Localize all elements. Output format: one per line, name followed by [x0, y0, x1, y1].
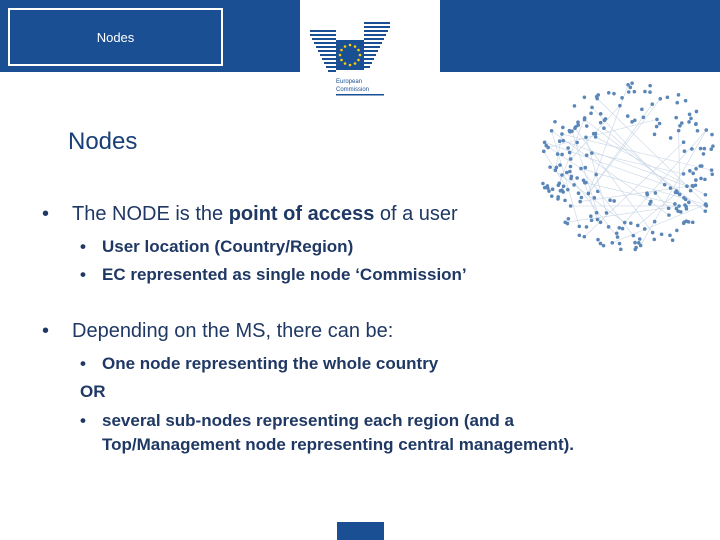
network-node [699, 177, 703, 181]
sub-bullet-ec-commission: • EC represented as single node ‘Commission’ [80, 265, 467, 284]
network-link [562, 134, 712, 170]
network-node [583, 116, 587, 120]
network-node [584, 135, 588, 139]
network-node [577, 191, 581, 195]
network-node [590, 219, 594, 223]
network-node [696, 129, 700, 133]
network-node [585, 154, 589, 158]
network-node [572, 183, 576, 187]
network-node [612, 199, 616, 203]
network-node [645, 193, 649, 197]
footer-box [337, 522, 384, 540]
network-node [688, 169, 692, 173]
network-node [569, 165, 573, 169]
network-node [677, 93, 681, 97]
network-node [675, 229, 679, 233]
network-link [575, 128, 653, 232]
network-node [604, 117, 608, 121]
network-node [658, 97, 662, 101]
network-node [599, 220, 603, 224]
network-graph-icon [535, 78, 715, 253]
network-node [593, 196, 597, 200]
network-node [642, 115, 646, 119]
network-node [653, 220, 657, 224]
sub-bullet-several-subnodes-cont: Top/Management node representing central management). [102, 435, 574, 454]
network-node [578, 233, 582, 237]
network-node [551, 187, 555, 191]
network-node [704, 202, 708, 206]
network-node [674, 116, 678, 120]
network-node [673, 202, 677, 206]
network-node [621, 227, 625, 231]
network-node [550, 194, 554, 198]
bullet-depending-ms: • Depending on the MS, there can be: [42, 320, 394, 342]
network-node [630, 81, 634, 85]
network-node [578, 200, 582, 204]
network-link [612, 205, 705, 243]
network-node [652, 238, 656, 242]
network-node [669, 136, 673, 140]
bullet-text-pre: The NODE is the [72, 203, 229, 225]
network-node [640, 108, 644, 112]
bullet-text-post: of a user [374, 203, 458, 225]
network-node [626, 114, 630, 118]
network-node [557, 181, 561, 185]
network-node [677, 129, 681, 133]
network-node [583, 181, 587, 185]
network-node [667, 206, 671, 210]
network-node [589, 214, 593, 218]
slide-title: Nodes [68, 128, 138, 155]
network-node [684, 99, 688, 103]
sub-bullet-user-location: • User location (Country/Region) [80, 237, 354, 256]
network-node [590, 151, 594, 155]
network-node [587, 192, 591, 196]
network-node [599, 242, 603, 246]
network-node [555, 166, 559, 170]
network-node [667, 213, 671, 217]
network-node [668, 233, 672, 237]
logo-text-commission: Commission [336, 87, 370, 93]
network-node [560, 153, 564, 157]
network-node [566, 188, 570, 192]
network-node [682, 140, 686, 144]
network-link [625, 130, 706, 222]
header-tab [8, 8, 223, 66]
network-node [585, 124, 589, 128]
network-link [641, 130, 707, 245]
network-node [583, 235, 587, 239]
network-node [562, 184, 566, 188]
network-node [568, 170, 572, 174]
network-node [643, 90, 647, 94]
network-node [590, 106, 594, 110]
network-node [682, 220, 686, 224]
network-node [550, 129, 554, 133]
network-node [704, 193, 708, 197]
network-node [616, 235, 620, 239]
network-node [578, 225, 582, 229]
network-node [638, 237, 642, 241]
network-node [546, 184, 550, 188]
network-node [560, 132, 564, 136]
network-node [685, 184, 689, 188]
network-node [689, 117, 693, 121]
network-node [558, 163, 562, 167]
network-link [581, 169, 633, 236]
network-link [638, 193, 677, 226]
network-node [607, 225, 611, 229]
network-node [573, 104, 577, 108]
network-node [583, 95, 587, 99]
network-node [617, 226, 621, 230]
network-node [694, 122, 698, 126]
network-node [691, 184, 695, 188]
network-node [547, 189, 551, 193]
network-node [605, 211, 609, 215]
network-node [694, 178, 698, 182]
network-node [569, 177, 573, 181]
network-node [637, 241, 641, 245]
network-node [709, 147, 713, 151]
network-node [548, 165, 552, 169]
network-node [596, 190, 600, 194]
network-node [556, 197, 560, 201]
sub-bullet-one-node: • One node representing the whole country [80, 354, 439, 373]
network-node [561, 126, 565, 130]
network-node [636, 224, 640, 228]
network-node [556, 152, 560, 156]
network-node [687, 201, 691, 205]
network-node [592, 132, 596, 136]
network-node [677, 204, 681, 208]
network-node [565, 171, 569, 175]
network-node [684, 205, 688, 209]
network-node [690, 147, 694, 151]
network-node [648, 84, 652, 88]
network-node [649, 200, 653, 204]
network-node [594, 135, 598, 139]
network-node [596, 238, 600, 242]
network-node [703, 147, 707, 151]
network-node [633, 248, 637, 252]
network-node [675, 189, 679, 193]
network-node [585, 225, 589, 229]
network-node [648, 90, 652, 94]
network-node [678, 124, 682, 128]
network-node [655, 125, 659, 129]
network-node [595, 211, 599, 215]
network-node [575, 176, 579, 180]
network-node [599, 121, 603, 125]
network-node [643, 227, 647, 231]
network-node [695, 110, 699, 114]
network-node [569, 204, 573, 208]
network-node [544, 144, 548, 148]
network-node [633, 241, 637, 245]
network-node [567, 217, 571, 221]
network-node [689, 189, 693, 193]
network-node [619, 248, 623, 252]
network-node [684, 198, 688, 202]
network-node [702, 152, 706, 156]
network-node [596, 218, 600, 222]
network-node [666, 95, 670, 99]
bullet-text-bold: point of access [228, 203, 375, 225]
network-node [595, 95, 599, 99]
network-node [699, 147, 703, 151]
network-node [580, 196, 584, 200]
network-node [569, 157, 573, 161]
network-node [560, 173, 564, 177]
network-node [558, 139, 562, 143]
network-node [541, 182, 545, 186]
network-node [669, 186, 673, 190]
network-node [575, 141, 579, 145]
network-node [618, 104, 622, 108]
network-node [698, 164, 702, 168]
network-node [704, 128, 708, 132]
network-node [584, 166, 588, 170]
network-node [675, 207, 679, 211]
network-node [568, 129, 572, 133]
network-node [629, 221, 633, 225]
network-node [671, 238, 675, 242]
network-node [566, 146, 570, 150]
network-node [654, 191, 658, 195]
network-node [691, 172, 695, 176]
network-node [542, 150, 546, 154]
network-node [579, 167, 583, 171]
network-node [651, 231, 655, 235]
header-tab-label: Nodes [96, 29, 135, 45]
network-node [653, 133, 657, 137]
network-node [594, 173, 598, 177]
network-node [607, 91, 611, 95]
network-node [610, 241, 614, 245]
network-node [626, 83, 630, 87]
network-node [658, 122, 662, 126]
network-node [618, 242, 622, 246]
network-node [633, 90, 637, 94]
network-node [650, 102, 654, 106]
network-node [576, 120, 580, 124]
network-node [678, 193, 682, 197]
network-node [615, 231, 619, 235]
network-node [633, 119, 637, 123]
network-node [675, 101, 679, 105]
network-node [694, 167, 698, 171]
network-node [543, 141, 547, 145]
network-node [561, 139, 565, 143]
network-node [566, 222, 570, 226]
network-node [655, 118, 659, 122]
network-node [687, 120, 691, 124]
network-node [559, 189, 563, 193]
network-node [563, 199, 567, 203]
network-node [703, 209, 707, 213]
network-node [688, 113, 692, 117]
network-node [620, 96, 624, 100]
network-node [711, 144, 715, 148]
network-node [710, 172, 714, 176]
network-node [660, 232, 664, 236]
bullet-node-definition: • The NODE is the point of access of a user [42, 203, 458, 225]
network-node [663, 183, 667, 187]
european-commission-logo-icon [310, 14, 390, 102]
network-node [573, 127, 577, 131]
network-node [553, 120, 557, 124]
sub-bullet-several-subnodes: • several sub-nodes representing each region (and a [80, 411, 514, 430]
network-node [710, 168, 714, 172]
network-node [703, 178, 707, 182]
network-node [589, 112, 593, 116]
network-node [710, 133, 714, 137]
network-node [612, 92, 616, 96]
network-node [691, 221, 695, 225]
or-text: OR [80, 382, 106, 401]
network-node [632, 234, 636, 238]
network-node [602, 244, 606, 248]
network-node [623, 221, 627, 225]
network-node [608, 198, 612, 202]
network-node [568, 151, 572, 155]
network-node [627, 90, 631, 94]
network-node [602, 126, 606, 130]
network-node [599, 112, 603, 116]
logo-text-european: European [336, 79, 363, 85]
network-node [682, 172, 686, 176]
network-node [683, 149, 687, 153]
